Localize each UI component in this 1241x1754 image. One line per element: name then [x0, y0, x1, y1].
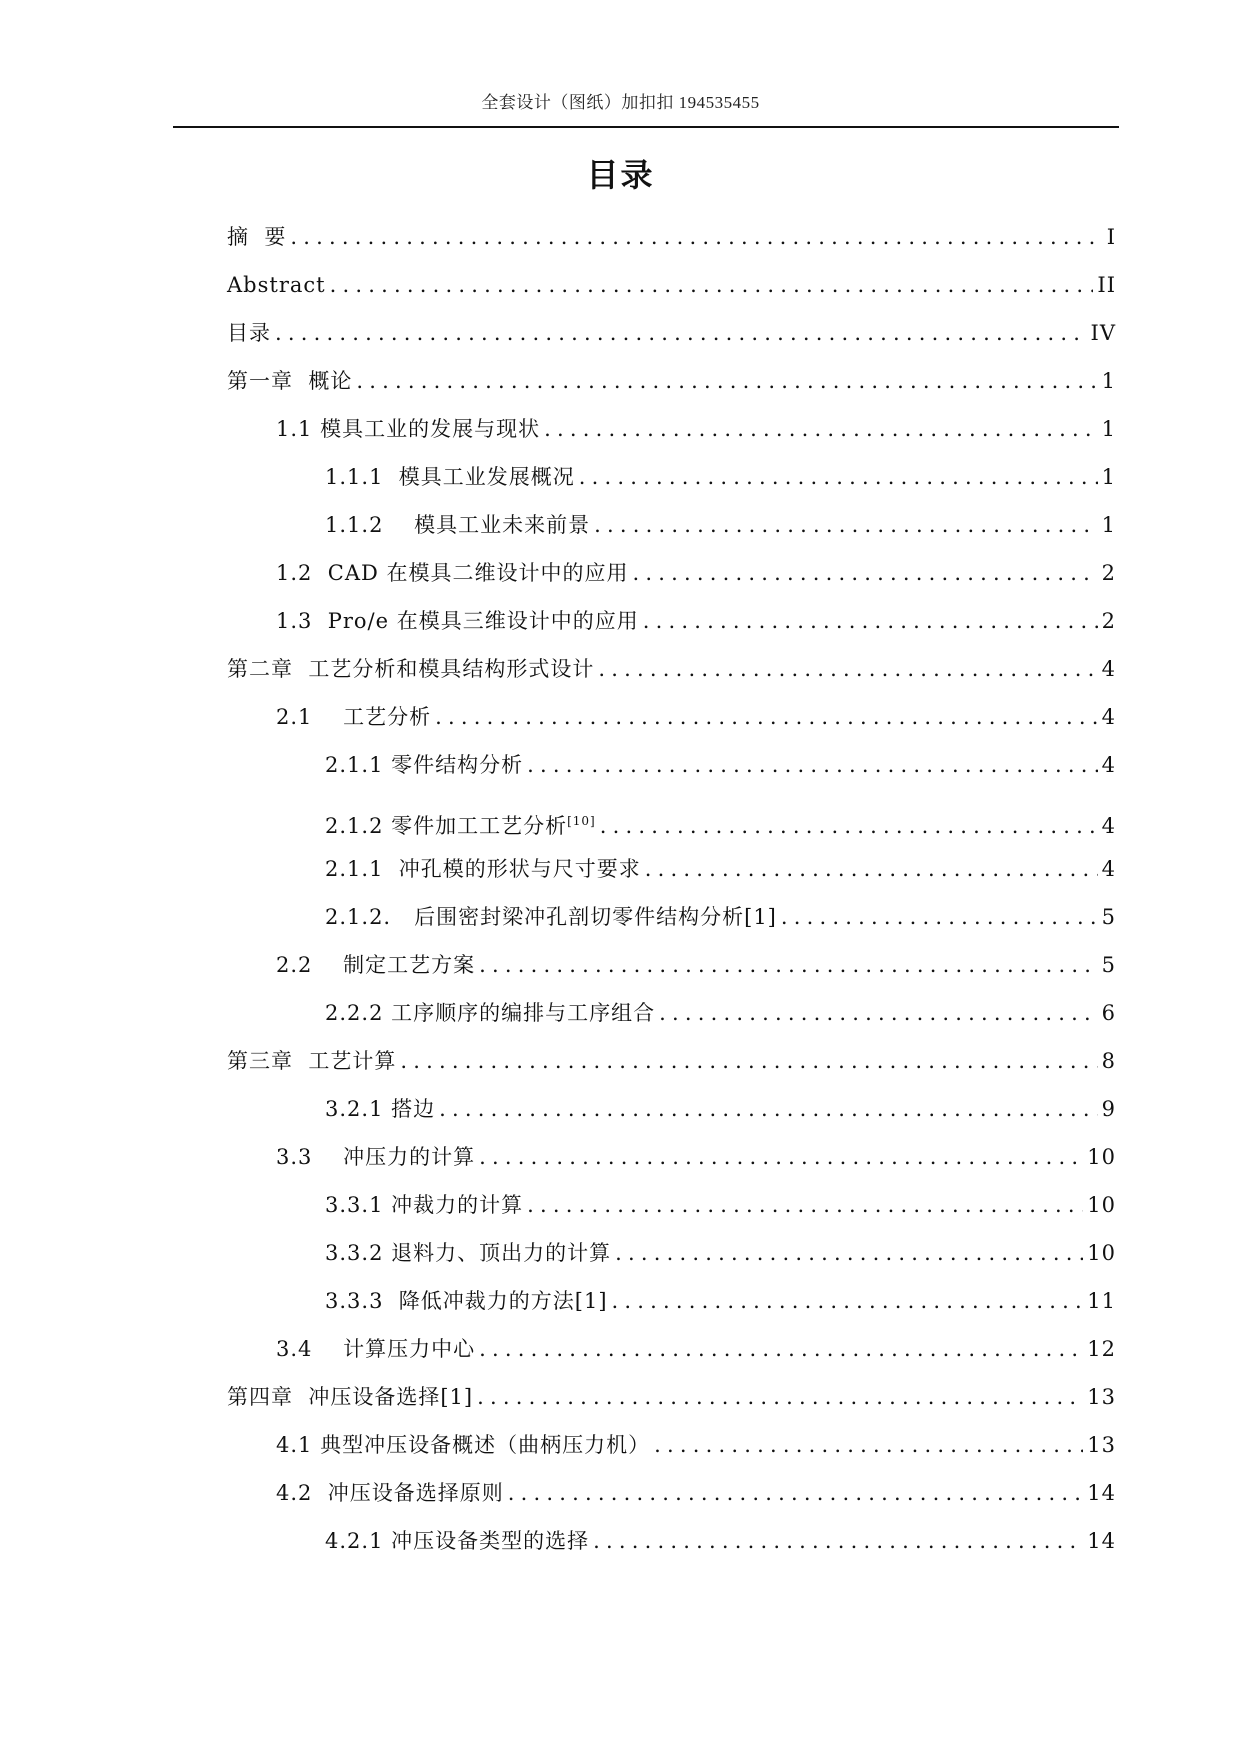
header-rule	[173, 126, 1119, 128]
toc-entry-page-number: 2	[1101, 561, 1116, 585]
toc-entry-page-number: 11	[1087, 1289, 1116, 1313]
toc-entry-page-number: 1	[1101, 513, 1116, 537]
toc-entry-title	[227, 1046, 396, 1076]
dot-leader	[435, 702, 1098, 732]
dot-leader	[527, 750, 1098, 780]
dot-leader	[615, 1238, 1083, 1268]
toc-entry-page-number: 14	[1087, 1481, 1116, 1505]
dot-leader	[508, 1478, 1084, 1508]
dot-leader	[659, 998, 1098, 1028]
toc-entry[interactable]	[325, 1190, 1116, 1220]
dot-leader	[527, 1190, 1083, 1220]
toc-entry-title	[227, 270, 326, 300]
dot-leader	[598, 654, 1097, 684]
toc-entry-title	[227, 654, 594, 684]
dot-leader	[275, 318, 1087, 348]
toc-entry[interactable]	[325, 806, 1116, 836]
toc-entry-title-text: 3.3.2 退料力、顶出力的计算	[325, 1241, 612, 1265]
toc-entry[interactable]	[227, 1046, 1116, 1076]
dot-leader	[781, 902, 1098, 932]
toc-entry-title-text: 1.1 模具工业的发展与现状	[276, 417, 541, 441]
toc-entry[interactable]	[325, 998, 1116, 1028]
toc-entry-title	[276, 1334, 475, 1364]
toc-entry-page-number: 4	[1101, 814, 1116, 838]
toc-entry[interactable]	[276, 606, 1116, 636]
toc-entry[interactable]	[227, 1382, 1116, 1412]
toc-entry[interactable]	[325, 1286, 1116, 1316]
toc-entry-page-number: 8	[1101, 1049, 1116, 1073]
toc-entry[interactable]	[276, 1430, 1116, 1460]
toc-entry-title-text: 2.2.2 工序顺序的编排与工序组合	[325, 1001, 656, 1025]
toc-entry-page-number: IV	[1090, 321, 1116, 345]
toc-entry-title-text: 3.3.1 冲裁力的计算	[325, 1193, 524, 1217]
toc-entry[interactable]	[227, 366, 1116, 396]
dot-leader	[594, 510, 1097, 540]
toc-entry-title-text: 第二章 工艺分析和模具结构形式设计	[227, 657, 595, 681]
dot-leader	[633, 558, 1098, 588]
toc-entry-page-number: I	[1106, 225, 1116, 249]
toc-entry-title	[227, 366, 352, 396]
toc-entry-title	[325, 462, 575, 492]
toc-entry-title	[227, 222, 286, 252]
dot-leader	[479, 1334, 1083, 1364]
toc-entry-title	[276, 558, 629, 588]
toc-entry-title-text: 1.1.2 模具工业未来前景	[325, 513, 591, 537]
toc-entry-page-number: 14	[1087, 1529, 1116, 1553]
toc-entry-title-text: 3.3.3 降低冲裁力的方法[1]	[325, 1289, 608, 1313]
dot-leader	[356, 366, 1097, 396]
toc-entry[interactable]	[227, 222, 1116, 252]
toc-entry[interactable]	[276, 558, 1116, 588]
toc-entry-title-text: 1.1.1 模具工业发展概况	[325, 465, 575, 489]
toc-entry-title-text: 3.2.1 搭边	[325, 1097, 436, 1121]
toc-entry-page-number: 6	[1101, 1001, 1116, 1025]
toc-entry[interactable]	[325, 1094, 1116, 1124]
toc-entry-title-text: 第三章 工艺计算	[227, 1049, 397, 1073]
toc-entry[interactable]	[325, 854, 1116, 884]
toc-entry-title	[325, 1094, 435, 1124]
toc-entry-title	[325, 998, 655, 1028]
toc-entry[interactable]	[325, 462, 1116, 492]
toc-entry-title-text: 目录	[227, 321, 271, 345]
toc-entry-page-number: 13	[1087, 1385, 1116, 1409]
toc-entry-title	[276, 1430, 650, 1460]
toc-entry-title-text: 3.4 计算压力中心	[276, 1337, 476, 1361]
toc-entry-title	[276, 950, 475, 980]
dot-leader	[643, 606, 1098, 636]
toc-entry-title	[325, 1286, 608, 1316]
toc-entry[interactable]	[325, 1526, 1116, 1556]
page-title: 目录	[586, 156, 655, 194]
toc-entry-title-text: 摘 要	[227, 225, 287, 249]
dot-leader	[290, 222, 1102, 252]
toc-entry-title	[276, 1142, 475, 1172]
toc-entry-title	[276, 414, 540, 444]
toc-entry[interactable]	[227, 654, 1116, 684]
toc-entry-title	[325, 806, 596, 841]
toc-entry-page-number: 1	[1101, 465, 1116, 489]
toc-entry-page-number: 9	[1101, 1097, 1116, 1121]
toc-entry-page-number: 1	[1101, 417, 1116, 441]
toc-entry-title	[227, 1382, 473, 1412]
toc-entry-title	[276, 702, 431, 732]
toc-entry-title-text: 第四章 冲压设备选择[1]	[227, 1385, 474, 1409]
toc-entry-page-number: 2	[1101, 609, 1116, 633]
toc-entry-page-number: 1	[1101, 369, 1116, 393]
toc-entry-title	[325, 1238, 611, 1268]
toc-entry-page-number: 4	[1101, 657, 1116, 681]
toc-entry-page-number: 12	[1087, 1337, 1116, 1361]
toc-entry-title-text: 4.2.1 冲压设备类型的选择	[325, 1529, 590, 1553]
toc-entry-title	[325, 854, 641, 884]
dot-leader	[477, 1382, 1083, 1412]
toc-entry-title	[276, 606, 639, 636]
citation-superscript: [10]	[567, 814, 596, 828]
dot-leader	[593, 1526, 1083, 1556]
toc-entry-page-number: II	[1097, 273, 1116, 297]
toc-entry[interactable]	[325, 902, 1116, 932]
toc-entry-page-number: 4	[1101, 753, 1116, 777]
toc-entry-page-number: 4	[1101, 857, 1116, 881]
toc-entry-title-text: 3.3 冲压力的计算	[276, 1145, 476, 1169]
toc-entry[interactable]	[325, 1238, 1116, 1268]
toc-entry[interactable]	[276, 1478, 1116, 1508]
toc-entry-page-number: 10	[1087, 1193, 1116, 1217]
dot-leader	[439, 1094, 1098, 1124]
page-header: 全套设计（图纸）加扣扣 194535455	[481, 93, 760, 112]
toc-entry-title	[276, 1478, 504, 1508]
toc-entry-title-text: 1.2 CAD 在模具二维设计中的应用	[276, 561, 629, 585]
toc-entry-title-text: 2.1.1 冲孔模的形状与尺寸要求	[325, 857, 641, 881]
toc-entry-title-text: 2.2 制定工艺方案	[276, 953, 476, 977]
toc-entry-title	[227, 318, 271, 348]
toc-entry-title	[325, 750, 523, 780]
toc-entry-title	[325, 510, 590, 540]
toc-entry-page-number: 13	[1087, 1433, 1116, 1457]
toc-entry-title-text: 2.1 工艺分析	[276, 705, 432, 729]
dot-leader	[479, 1142, 1083, 1172]
toc-entry[interactable]	[227, 270, 1116, 300]
dot-leader	[479, 950, 1098, 980]
toc-entry-page-number: 10	[1087, 1241, 1116, 1265]
toc-entry[interactable]	[227, 318, 1116, 348]
toc-entry-title	[325, 1190, 523, 1220]
toc-entry[interactable]	[276, 1334, 1116, 1364]
toc-entry[interactable]	[276, 414, 1116, 444]
dot-leader	[330, 270, 1094, 300]
toc-entry-title-text: Abstract	[227, 273, 326, 297]
toc-entry-page-number: 4	[1101, 705, 1116, 729]
toc-entry-title-text: 2.1.2 零件加工工艺分析	[325, 814, 568, 838]
toc-entry-title	[325, 902, 777, 932]
toc-entry-title-text: 1.3 Pro/e 在模具三维设计中的应用	[276, 609, 639, 633]
dot-leader	[612, 1286, 1084, 1316]
toc-entry-title-text: 2.1.1 零件结构分析	[325, 753, 524, 777]
toc-entry-title-text: 2.1.2. 后围密封梁冲孔剖切零件结构分析[1]	[325, 905, 777, 929]
toc-entry-page-number: 5	[1101, 953, 1116, 977]
toc-entry-title-text: 4.2 冲压设备选择原则	[276, 1481, 504, 1505]
toc-entry-page-number: 5	[1101, 905, 1116, 929]
toc-entry[interactable]	[276, 950, 1116, 980]
dot-leader	[600, 811, 1098, 841]
toc-entry[interactable]	[276, 1142, 1116, 1172]
toc-entry-page-number: 10	[1087, 1145, 1116, 1169]
dot-leader	[400, 1046, 1097, 1076]
toc-entry[interactable]	[276, 702, 1116, 732]
dot-leader	[544, 414, 1098, 444]
toc-entry[interactable]	[325, 510, 1116, 540]
toc-entry[interactable]	[325, 750, 1116, 780]
dot-leader	[579, 462, 1098, 492]
toc-entry-title	[325, 1526, 589, 1556]
toc-entry-title-text: 第一章 概论	[227, 369, 353, 393]
toc-entry-title-text: 4.1 典型冲压设备概述（曲柄压力机）	[276, 1433, 651, 1457]
dot-leader	[654, 1430, 1083, 1460]
dot-leader	[645, 854, 1098, 884]
